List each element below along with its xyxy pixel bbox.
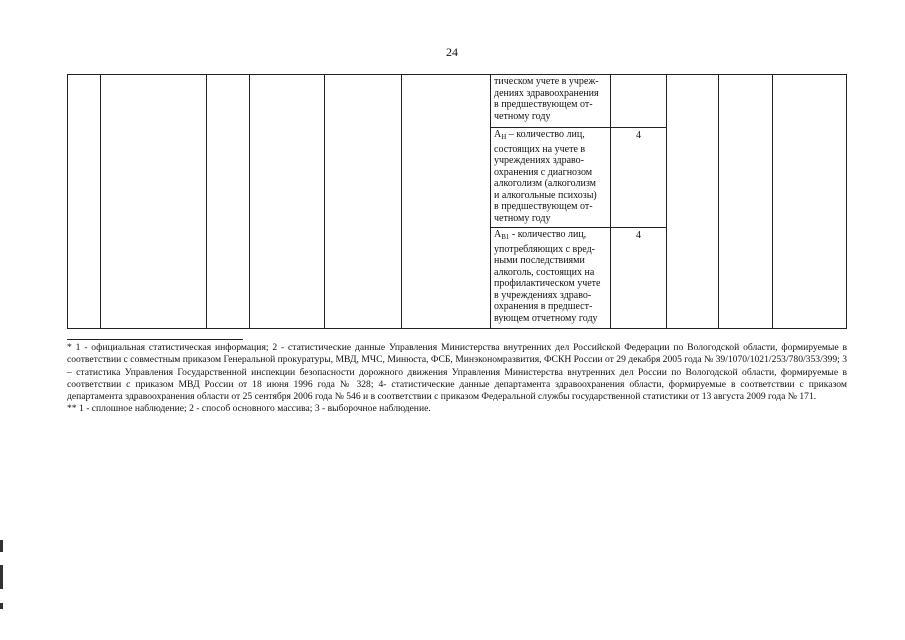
table-cell (68, 75, 101, 329)
footnotes (67, 342, 847, 416)
row-source-code: 4 (611, 228, 667, 329)
description-text: - количество лиц, употребляющих с вред- ными последствиями алкоголь, состоящих на профилактическом учете в учреждениях здраво- охранения в предшест- вующем отчетному году (494, 229, 601, 324)
footnote-sources: * 1 - официальная статистическая информация; 2 - статистические данные Управления Министерства внутренних дел Российской Федерации по Вологодской области, формируемые в соответствии с совместным приказом Генеральной прокуратуры, МВД, МЧС, Минюста, ФСБ, Минэкономразвития, ФСКН России от 29 декабря 2005 года № 39/1070/1021/253/780/353/399; 3 – статистика Управления Государственной инспекции безопасности дорожного движения Управления Министерства внутренних дел России по Вологодской области, формируемые в соответствии с приказом МВД России от 18 июня 1996 года № 328; 4- статистические данные департамента здравоохранения области, формируемые в соответствии с приказом департамента здравоохранения области от 25 сентября 2006 года № 546 и в соответствии с приказом Федеральной службы государственной статистики от 13 августа 2009 года № 171. (67, 342, 847, 403)
row-description: тическом учете в учреж- дениях здравоохранения в предшествующем от- четному году (491, 75, 611, 128)
table-cell (101, 75, 207, 329)
table-cell (250, 75, 325, 329)
table-cell (402, 75, 491, 329)
footnote-observation-methods: ** 1 - сплошное наблюдение; 2 - способ основного массива; 3 - выборочное наблюдение. (67, 403, 431, 415)
table-cell (667, 75, 719, 329)
scan-edge-mark (0, 565, 3, 589)
scan-edge-mark (0, 540, 3, 552)
variable-symbol: A (494, 129, 502, 140)
variable-subscript: B1 (501, 233, 510, 241)
scan-edge-mark (0, 603, 3, 609)
table-row (68, 75, 847, 128)
variable-subscript: H (501, 133, 507, 141)
table-cell (773, 75, 847, 329)
footnote-divider (67, 339, 243, 340)
table-cell (207, 75, 250, 329)
row-source-code (611, 75, 667, 128)
row-description (491, 228, 611, 329)
description-text: – количество лиц, состоящих на учете в учреждениях здраво- охранения с диагнозом алкоголизм (алкоголизм и алкогольные психозы) в предшествующем от- четному году (494, 129, 597, 224)
indicator-table (67, 74, 847, 329)
table-cell (719, 75, 773, 329)
row-source-code: 4 (611, 128, 667, 228)
variable-symbol: A (494, 229, 502, 240)
table-cell (325, 75, 402, 329)
page-number: 24 (446, 45, 458, 59)
row-description (491, 128, 611, 228)
